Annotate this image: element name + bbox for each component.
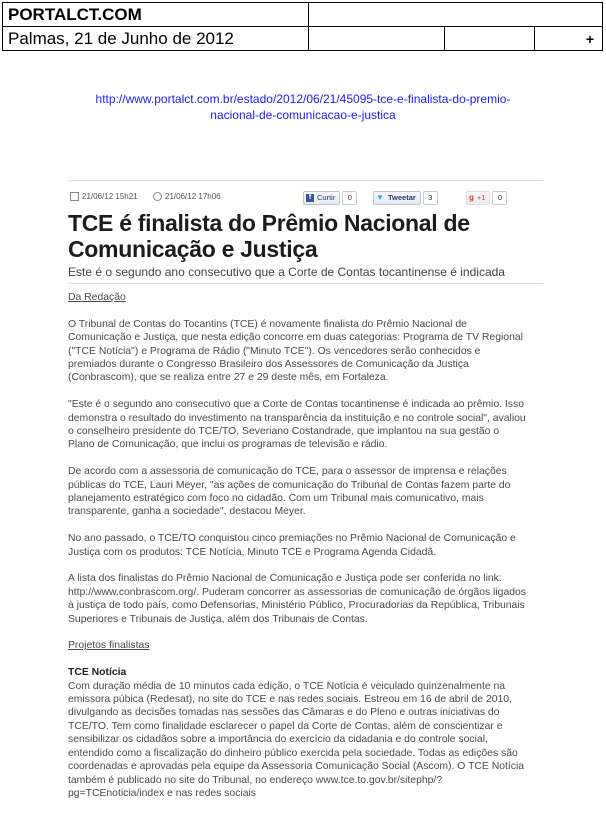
google-plus-button[interactable] bbox=[466, 191, 490, 205]
paragraph: No ano passado, o TCE/TO conquistou cinco premiações no Prêmio Nacional de Comunicação e Justiça com os produtos: TCE Notícia, Minuto TCE e Programa Agenda Cidadã. bbox=[68, 533, 516, 558]
plus-icon[interactable]: + bbox=[535, 27, 603, 51]
paragraph: "Este é o segundo ano consecutivo que a Corte de Contas tocantinense é indicada ao prêmio. Isso demonstra o resultado do investimento na transparência da instituição e no controle social", avaliou o conselheiro presidente do TCE/TO, Severiano Costandrade, que implantou na sua gestão o Plano de Comunicação, que inclui os programas de televisão e rádio. bbox=[68, 399, 526, 451]
header-empty-cell bbox=[308, 3, 602, 27]
tweet-count: 3 bbox=[423, 191, 438, 205]
source-url-line[interactable]: nacional-de-comunicacao-e-justica bbox=[210, 108, 396, 122]
header-cell-2 bbox=[308, 27, 445, 51]
google-plus-icon: g bbox=[469, 193, 474, 202]
article-title-line: Comunicação e Justiça bbox=[68, 236, 318, 262]
byline: Da Redação bbox=[68, 292, 126, 303]
calendar-icon bbox=[70, 192, 79, 201]
item-title: TCE Notícia bbox=[68, 667, 127, 679]
article-body bbox=[68, 291, 548, 814]
google-plus-label: +1 bbox=[476, 193, 486, 202]
facebook-like-label: Curtir bbox=[317, 193, 336, 202]
subtitle-divider bbox=[68, 283, 543, 284]
source-url-line[interactable]: http://www.portalct.com.br/estado/2012/06/21/45095-tce-e-finalista-do-premio- bbox=[95, 92, 511, 106]
print-date: Palmas, 21 de Junho de 2012 bbox=[3, 27, 309, 51]
google-plus[interactable] bbox=[466, 190, 507, 205]
twitter-bird-icon: ▼ bbox=[376, 193, 384, 202]
tweet[interactable] bbox=[373, 190, 438, 205]
article-meta bbox=[68, 190, 548, 206]
facebook-like-button[interactable] bbox=[303, 191, 340, 205]
paragraph: O Tribunal de Contas do Tocantins (TCE) é novamente finalista do Prêmio Nacional de Comunicação e Justiça, que nesta edição concorre em duas categorias: Programa de TV Regional ("TCE Notícia") e Programa de Rádio ("Minuto TCE"). Os vencedores serão conhecidos e premiados durante o Congresso Brasileiro dos Assessores de Comunicação da Justiça (Conbrascom), que se realiza entre 27 e 29 deste mês, em Fortaleza. bbox=[68, 318, 523, 384]
google-plus-count: 0 bbox=[492, 191, 507, 205]
section-heading: Projetos finalistas bbox=[68, 640, 150, 652]
site-name: PORTALCT.COM bbox=[3, 3, 309, 27]
source-url[interactable] bbox=[0, 91, 606, 123]
tweet-button[interactable] bbox=[373, 191, 421, 205]
updated-label: 21/06/12 17h06 bbox=[165, 192, 221, 201]
published-label: 21/06/12 15h21 bbox=[82, 192, 138, 201]
paragraph: De acordo com a assessoria de comunicação do TCE, para o assessor de imprensa e relações públicas do TCE, Lauri Meyer, "as ações de comunicação do Tribunal de Contas fazem parte do planejamento estratégico com foco no cidadão. Com um Tribunal mais comunicativo, mais transparente, ganha a sociedade", destacou Meyer. bbox=[68, 466, 511, 518]
tweet-label: Tweetar bbox=[388, 193, 416, 202]
updated-time bbox=[153, 192, 221, 201]
top-divider bbox=[68, 180, 543, 181]
published-time bbox=[70, 192, 138, 201]
header-table bbox=[2, 2, 603, 51]
facebook-icon: f bbox=[306, 194, 314, 202]
article-subtitle: Este é o segundo ano consecutivo que a Corte de Contas tocantinense é indicada bbox=[68, 265, 505, 279]
item-description: Com duração média de 10 minutos cada edição, o TCE Notícia é veiculado quinzenalmente na emissora púbica (Redesat), no site do TCE e nas redes sociais. Estreou em 16 de abril de 2010, divulgando as decisões tomadas nas sessões das Câmaras e do Pleno e outras iniciativas do TCE/TO. Tem como finalidade esclarecer o papel da Corte de Contas, além de conscientizar e sensibilizar os cidadãos sobre a importância do exercício da cidadania e do controle social, entendido como a fiscalização do dinheiro público exercida pela sociedade. Todas as edições são coordenadas e aprovadas pela equipe da Assessoria Comunicação Social (Ascom). O TCE Notícia também é publicado no site do Tribunal, no endereço www.tce.to.gov.br/sitephp/? pg=TCEnoticia/index e nas redes sociais bbox=[68, 680, 525, 799]
facebook-count: 0 bbox=[342, 191, 357, 205]
facebook-like[interactable] bbox=[303, 190, 357, 205]
article-title-line: TCE é finalista do Prêmio Nacional de bbox=[68, 210, 470, 236]
header-cell-3 bbox=[445, 27, 535, 51]
refresh-icon bbox=[153, 192, 162, 201]
paragraph: A lista dos finalistas do Prêmio Nacional de Comunicação e Justiça pode ser conferida no link: http://www.conbrascom.org/. Puderam concorrer as assessorias de comunicação de órgãos ligados à justiça de todo país, como Defensorias, Ministério Público, Procuradorias da República, Tribunais Superiores e Tribunais de Justiça, além dos Tribunais de Contas. bbox=[68, 573, 526, 625]
article-title bbox=[68, 210, 548, 262]
